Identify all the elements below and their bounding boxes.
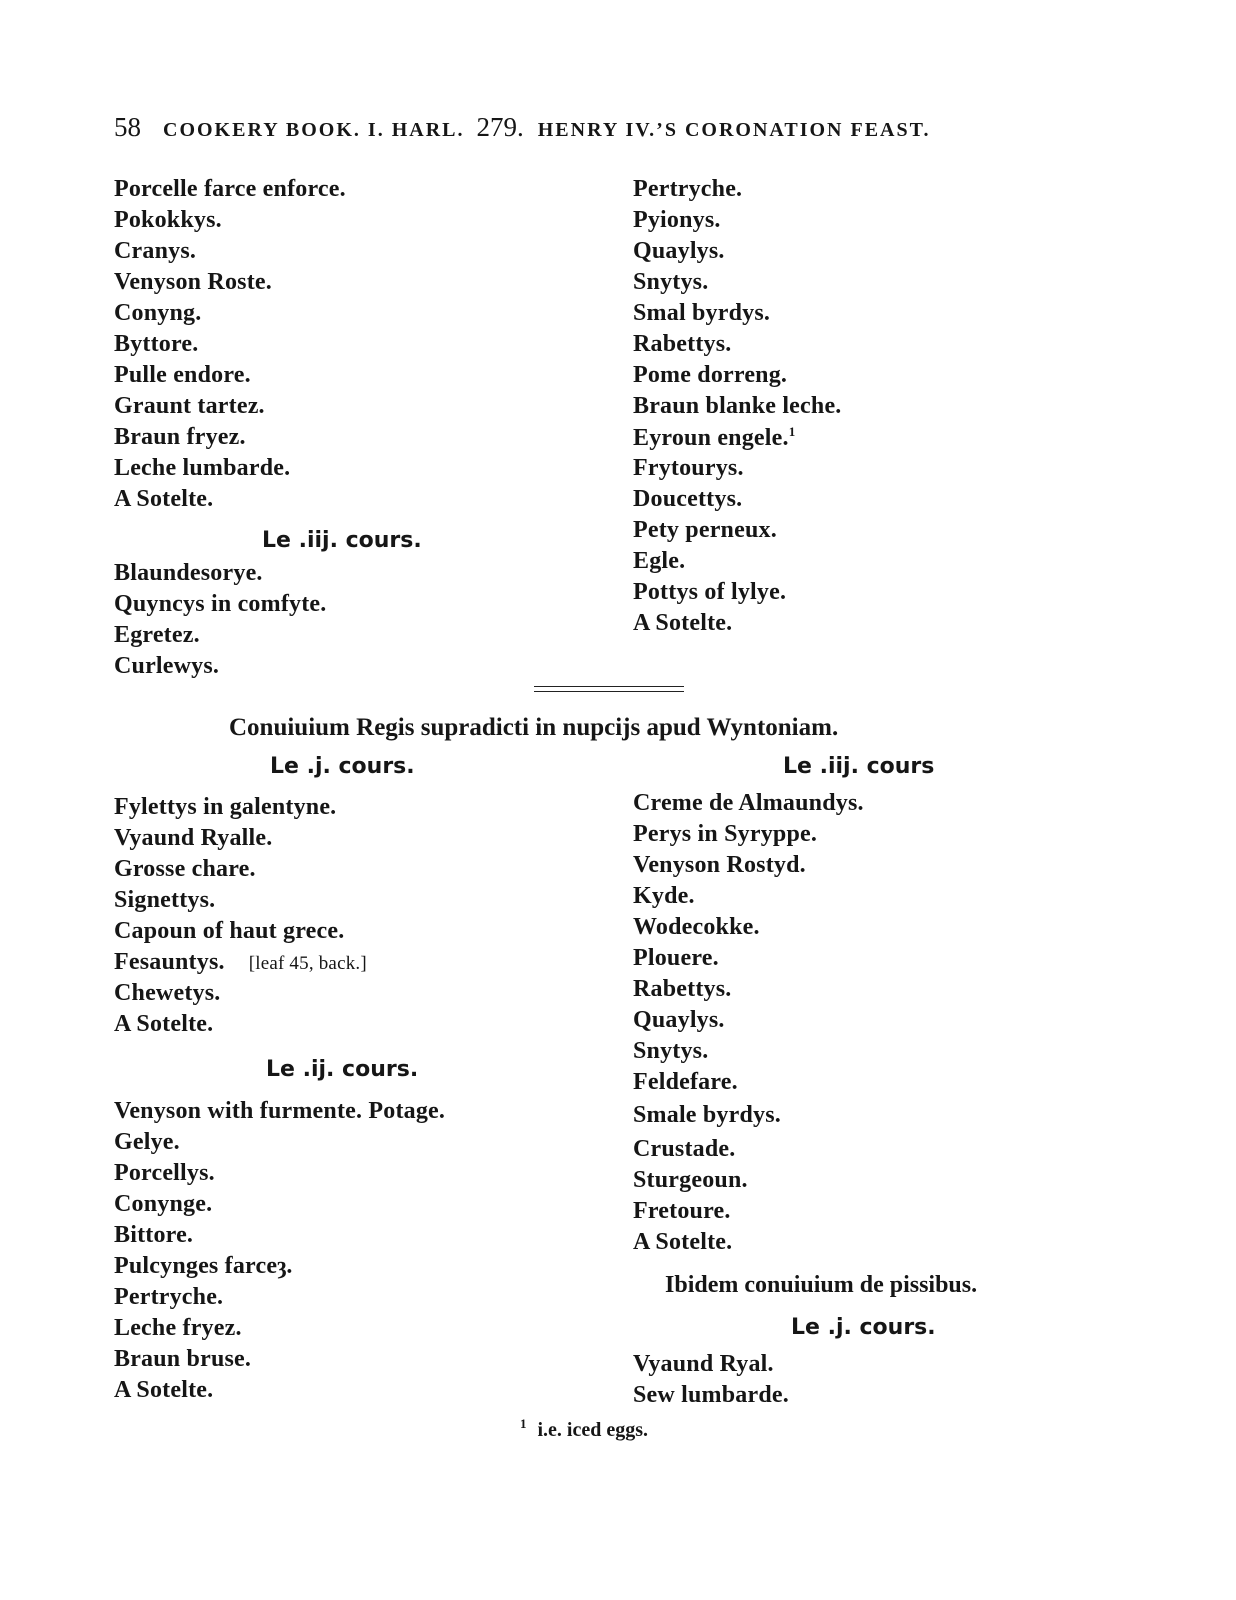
footnote-marker: 1 [520,1416,527,1431]
list-item: Rabettys. [633,976,732,1002]
list-item: Chewetys. [114,980,221,1006]
list-item: Pome dorreng. [633,362,788,388]
list-item [633,424,795,452]
list-item: Bittore. [114,1222,194,1248]
list-item: Fylettys in galentyne. [114,794,337,820]
list-item: Braun fryez. [114,424,246,450]
leaf-note: [leaf 45, back.] [248,953,367,974]
header-left: COOKERY BOOK. I. HARL. [163,119,465,141]
course-heading: Le .iij. cours. [262,528,422,553]
list-item: Quyncys in comfyte. [114,591,327,617]
top-left-column [114,176,594,696]
list-item: Snytys. [633,1038,709,1064]
list-item: Pety perneux. [633,517,777,543]
running-header [114,112,930,143]
list-item: Wodecokke. [633,914,760,940]
list-item: Conynge. [114,1191,213,1217]
list-item: Egretez. [114,622,200,648]
list-item: Plouere. [633,945,719,971]
course-heading: Le .j. cours. [791,1315,936,1340]
list-item: Smal byrdys. [633,300,771,326]
list-item: Porcellys. [114,1160,215,1186]
list-item: Egle. [633,548,686,574]
list-item: Blaundesorye. [114,560,263,586]
list-item: Snytys. [633,269,709,295]
course-heading: Le .j. cours. [270,754,415,779]
list-item-text: Eyroun engele. [633,425,789,451]
footnote-marker: 1 [788,424,796,439]
page-number: 58 [114,112,141,142]
section-title: Conuiuium Regis supradicti in nupcijs apud Wyntoniam. [229,714,839,741]
list-item: A Sotelte. [633,1229,733,1255]
bottom-left-column [114,754,614,1414]
footnote [520,1416,648,1442]
list-item: A Sotelte. [114,1011,214,1037]
list-item: Perys in Syryppe. [633,821,818,847]
list-item: Doucettys. [633,486,743,512]
divider-rule-lower [534,691,684,692]
list-item: Rabettys. [633,331,732,357]
list-item: Vyaund Ryalle. [114,825,273,851]
list-item: Venyson Rostyd. [633,852,806,878]
list-item: Kyde. [633,883,695,909]
list-item: Byttore. [114,331,199,357]
list-item: Signettys. [114,887,216,913]
list-item: Cranys. [114,238,197,264]
list-item: Feldefare. [633,1069,738,1095]
list-item: Pyionys. [633,207,721,233]
divider-rule-upper [534,686,684,687]
header-right: HENRY IV.’S CORONATION FEAST. [537,119,931,141]
fish-feast-title: Ibidem conuiuium de pissibus. [665,1272,978,1298]
list-item: Leche lumbarde. [114,455,291,481]
list-item: Creme de Almaundys. [633,790,864,816]
list-item: Quaylys. [633,238,725,264]
list-item: Venyson with furmente. Potage. [114,1098,446,1124]
list-item: Leche fryez. [114,1315,242,1341]
list-item: A Sotelte. [114,486,214,512]
list-item-text: Fesauntys. [114,949,225,975]
list-item: Frytourys. [633,455,744,481]
list-item: Fretoure. [633,1198,731,1224]
list-item: A Sotelte. [114,1377,214,1403]
list-item: Crustade. [633,1136,736,1162]
list-item: A Sotelte. [633,610,733,636]
list-item: Pulle endore. [114,362,251,388]
list-item: Venyson Roste. [114,269,272,295]
footnote-text: i.e. iced eggs. [537,1418,649,1441]
list-item: Grosse chare. [114,856,256,882]
list-item: Smale byrdys. [633,1102,781,1128]
list-item: Gelye. [114,1129,180,1155]
list-item: Curlewys. [114,653,220,679]
bottom-right-column [633,754,1113,1414]
list-item: Pokokkys. [114,207,222,233]
course-heading: Le .ij. cours. [266,1057,419,1082]
list-item: Pertryche. [633,176,743,202]
course-heading: Le .iij. cours [783,754,935,779]
list-item: Pertryche. [114,1284,224,1310]
list-item: Graunt tartez. [114,393,265,419]
list-item: Porcelle farce enforce. [114,176,346,202]
list-item: Sturgeoun. [633,1167,748,1193]
list-item: Quaylys. [633,1007,725,1033]
list-item: Braun blanke leche. [633,393,842,419]
ms-number: 279. [476,112,524,142]
list-item [114,949,367,976]
list-item: Conyng. [114,300,202,326]
list-item: Vyaund Ryal. [633,1351,774,1377]
list-item: Pulcynges farceȝ. [114,1253,293,1279]
list-item: Sew lumbarde. [633,1382,789,1408]
list-item: Capoun of haut grece. [114,918,345,944]
list-item: Pottys of lylye. [633,579,787,605]
top-right-column [633,176,1113,656]
list-item: Braun bruse. [114,1346,252,1372]
